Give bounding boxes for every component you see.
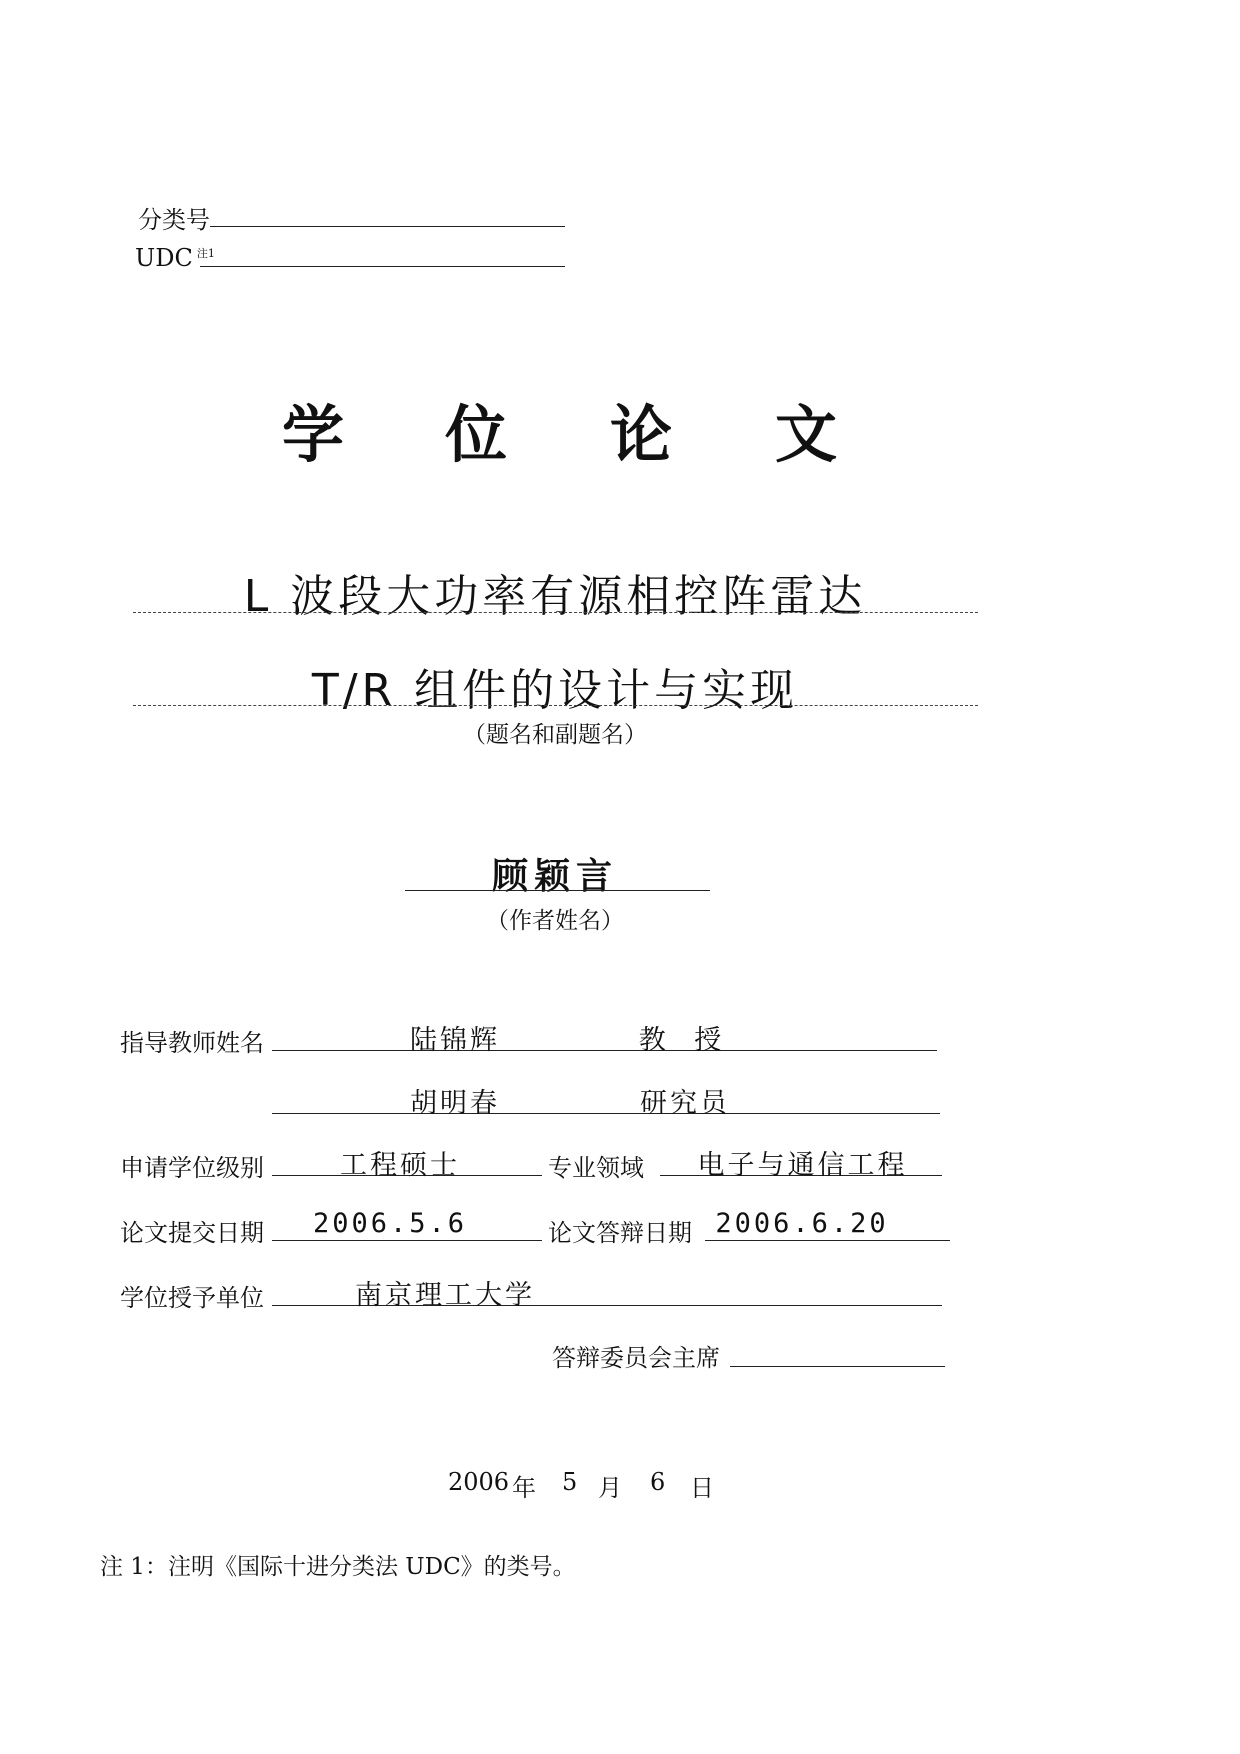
- title-underline-1: [133, 612, 978, 613]
- title-caption: （题名和副题名）: [463, 722, 647, 748]
- advisor-name-2: 胡明春: [410, 1088, 500, 1119]
- degree-label: 申请学位级别: [120, 1154, 264, 1182]
- defense-date-value: 2006.6.20: [715, 1208, 889, 1239]
- author-name: 顾颖言: [491, 855, 618, 897]
- advisor-underline-1: [272, 1050, 937, 1051]
- title-line-1: L 波段大功率有源相控阵雷达: [243, 571, 867, 622]
- author-caption: （作者姓名）: [486, 908, 624, 934]
- footnote: 注 1：注明《国际十进分类法 UDC》的类号。: [100, 1554, 576, 1580]
- doc-type-char: 位: [445, 398, 508, 471]
- submit-date-underline: [272, 1240, 542, 1241]
- submit-date-value: 2006.5.6: [312, 1208, 468, 1239]
- committee-chair-underline: [730, 1366, 945, 1367]
- doc-type-heading: [270, 385, 850, 471]
- date-year-unit: 年: [512, 1474, 536, 1502]
- udc-label: [135, 244, 215, 272]
- date-line: [440, 1468, 770, 1500]
- defense-date-label: 论文答辩日期: [548, 1219, 692, 1247]
- udc-underline: [200, 266, 565, 267]
- date-month-unit: 月: [598, 1474, 622, 1502]
- advisor-title-1: 教 授: [638, 1025, 732, 1056]
- doc-type-char: 文: [775, 398, 838, 471]
- degree-value: 工程硕士: [340, 1150, 460, 1181]
- advisor-label: 指导教师姓名: [120, 1029, 264, 1057]
- advisor-title-2: 研究员: [640, 1088, 730, 1119]
- doc-type-char: 学: [282, 398, 345, 471]
- date-day: 6: [650, 1468, 666, 1496]
- advisor-underline-2: [272, 1113, 940, 1114]
- date-day-unit: 日: [690, 1474, 714, 1502]
- date-year: 2006: [448, 1468, 510, 1496]
- title-underline-2: [133, 705, 978, 706]
- udc-footnote-mark: 注1: [196, 247, 215, 260]
- advisor-name-1: 陆锦辉: [410, 1025, 500, 1056]
- field-label: 专业领域: [548, 1154, 644, 1182]
- grantor-value: 南京理工大学: [355, 1280, 535, 1311]
- doc-type-char: 论: [610, 398, 673, 471]
- field-value: 电子与通信工程: [697, 1150, 908, 1181]
- grantor-label: 学位授予单位: [120, 1284, 264, 1312]
- author-underline: [405, 890, 710, 891]
- title-line-2: T/R 组件的设计与实现: [311, 665, 799, 716]
- committee-chair-label: 答辩委员会主席: [552, 1344, 720, 1372]
- udc-text: UDC: [135, 244, 193, 272]
- date-month: 5: [562, 1468, 578, 1496]
- classification-label: 分类号: [138, 206, 210, 234]
- submit-date-label: 论文提交日期: [120, 1219, 264, 1247]
- classification-underline: [210, 226, 565, 227]
- defense-date-underline: [705, 1240, 950, 1241]
